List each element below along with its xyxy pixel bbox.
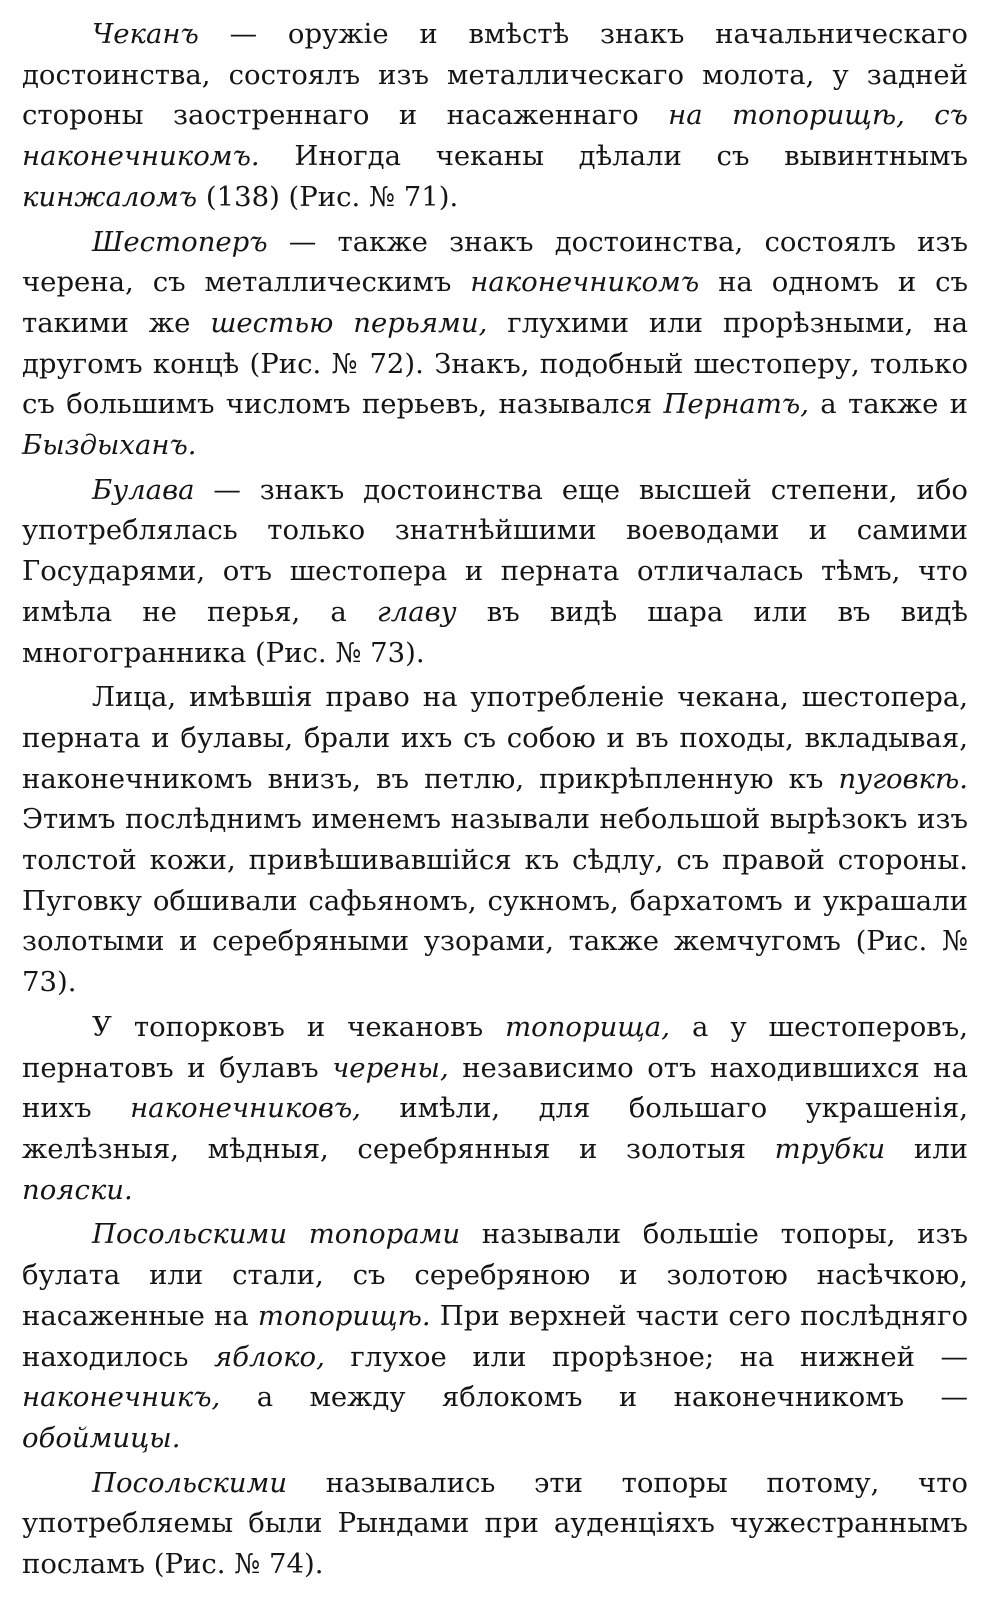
text-run: (138) (Рис. № 71). xyxy=(197,180,459,213)
term-posolskimi: Посольскими xyxy=(92,1466,288,1499)
text-run: независимо отъ находившихся на нихъ xyxy=(22,1051,968,1125)
text-run: глухое или прорѣзное; на нижней — xyxy=(324,1340,968,1373)
term-kinzhalom: кинжаломъ xyxy=(22,180,198,213)
text-run: а также и xyxy=(808,388,968,421)
term-pugovke: пуговкѣ. xyxy=(838,762,968,795)
term-poyaski: пояски. xyxy=(22,1173,133,1206)
text-run: Лица, имѣвшія право на употребленіе чекана, шестопера, перната и булавы, брали ихъ съ собою и въ походы, вкладывая, наконечникомъ внизъ, въ петлю, прикрѣпленную къ xyxy=(22,681,968,795)
term-toporishche: топорищѣ. xyxy=(257,1299,431,1332)
paragraph-pugovka xyxy=(22,677,968,1003)
text-run: а между яблокомъ и наконечникомъ — xyxy=(220,1381,968,1414)
term-chereny: черены, xyxy=(332,1051,449,1084)
paragraph-chekan xyxy=(22,14,968,218)
text-run: имѣли, для большаго украшенія, желѣзныя, мѣдныя, серебрянныя и золотыя xyxy=(22,1092,968,1165)
term-pernat: Пернатъ, xyxy=(663,388,809,421)
text-run: на одномъ и съ такими же xyxy=(22,266,968,339)
term-shestyu-peryami: шестью перьями, xyxy=(210,306,488,339)
term-posolskimi-toporami: Посольскими топорами xyxy=(92,1218,461,1251)
text-run: въ видѣ шара или въ видѣ многогранника (Рис. № 73). xyxy=(22,595,968,669)
paragraph-posolskimi xyxy=(22,1463,968,1585)
term-nakonechnikom: наконечникомъ xyxy=(470,266,700,299)
paragraph-shestoper xyxy=(22,222,968,466)
term-na-toporishche: на топорищѣ, съ наконечникомъ. xyxy=(22,99,968,173)
text-run: При верхней части сего послѣдняго находилось xyxy=(22,1299,968,1373)
text-run: — оружіе и вмѣстѣ знакъ начальническаго достоинства, состоялъ изъ металлическаго молота, у задней стороны заостреннаго и насаженнаго xyxy=(22,18,968,132)
text-run: а у шестоперовъ, пернатовъ и булавъ xyxy=(22,1010,968,1084)
text-run: У топорковъ и чекановъ xyxy=(92,1010,506,1043)
text-run: называли большіе топоры, изъ булата или стали, съ серебряною и золотою насѣчкою, насаженные на xyxy=(22,1218,968,1332)
text-run: назывались эти топоры потому, что употребляемы были Рындами при ауденціяхъ чужестраннымъ посламъ (Рис. № 74). xyxy=(22,1466,968,1581)
term-shestoper: Шестоперъ xyxy=(92,225,268,258)
paragraph-posolskie xyxy=(22,1214,968,1458)
text-run: Иногда чеканы дѣлали съ вывинтнымъ xyxy=(259,140,968,173)
text-run: глухими или прорѣзными, на другомъ концѣ (Рис. № 72). Знакъ, подобный шестоперу, только съ большимъ числомъ перьевъ, назывался xyxy=(22,306,968,421)
text-run: Этимъ послѣднимъ именемъ называли небольшой вырѣзокъ изъ толстой кожи, привѣшивавшійся къ сѣдлу, съ правой стороны. Пуговку обшивали сафьяномъ, сукномъ, бархатомъ и украшали золотыми и серебряными узорами, также жемчугомъ (Рис. № 73). xyxy=(22,803,968,999)
text-run: или xyxy=(885,1132,969,1165)
text-run: — также знакъ достоинства, состоялъ изъ черена, съ металлическимъ xyxy=(22,225,968,299)
term-byzdykhan: Быздыханъ. xyxy=(22,429,197,462)
paragraph-toporishcha xyxy=(22,1007,968,1211)
term-toporishcha: топорища, xyxy=(505,1010,670,1043)
paragraph-bulava xyxy=(22,470,968,674)
term-bulava: Булава xyxy=(92,473,195,506)
term-glavu: главу xyxy=(376,595,457,628)
term-oboymitsy: обоймицы. xyxy=(22,1421,181,1454)
term-nakonechnik: наконечникъ, xyxy=(22,1381,221,1414)
term-yabloko: яблоко, xyxy=(214,1340,325,1373)
term-nakonechnikov: наконечниковъ, xyxy=(130,1092,361,1125)
text-run: — знакъ достоинства еще высшей степени, ибо употреблялась только знатнѣйшими воеводами и самими Государями, отъ шестопера и перната отличалась тѣмъ, что имѣла не перья, а xyxy=(22,473,968,628)
term-chekan: Чеканъ xyxy=(92,18,199,50)
term-trubki: трубки xyxy=(774,1132,886,1165)
